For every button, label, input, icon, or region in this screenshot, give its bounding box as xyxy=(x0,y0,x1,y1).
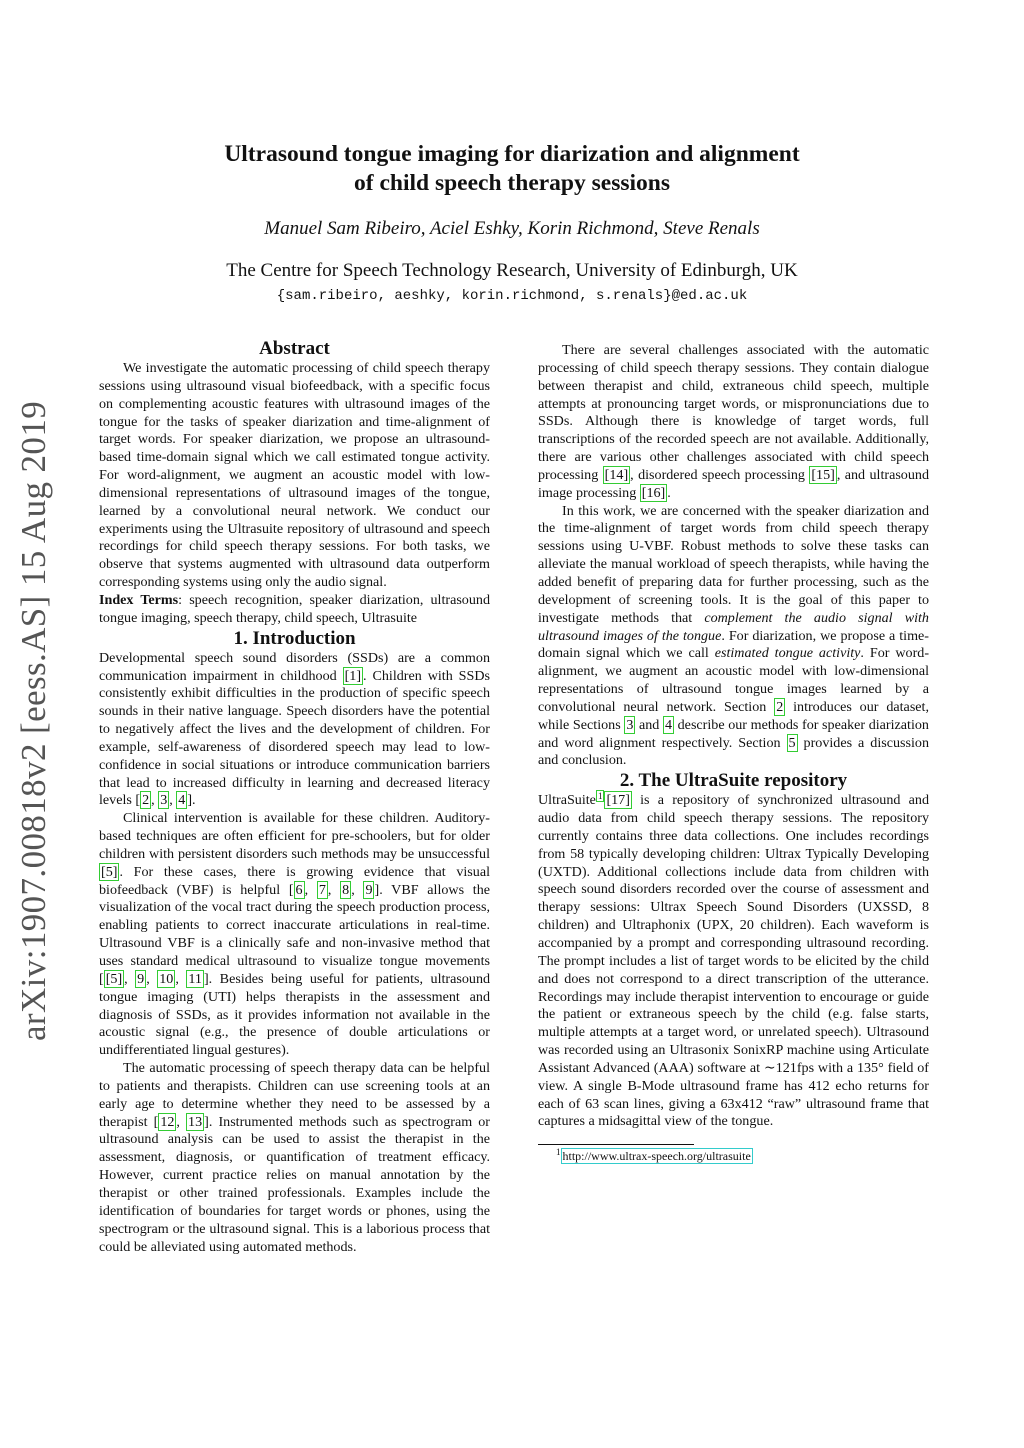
title-line-2: of child speech therapy sessions xyxy=(354,170,670,196)
footnote-link[interactable]: 1 xyxy=(597,790,603,801)
section-link[interactable]: 4 xyxy=(664,716,673,733)
citation-link[interactable]: [1] xyxy=(344,667,362,684)
footnote-divider xyxy=(538,1144,694,1145)
citation-link[interactable]: [14] xyxy=(604,466,629,483)
index-terms-text: : speech recognition, speaker diarization, ultrasound tongue imaging, speech therapy, child speech, Ultrasuite xyxy=(99,591,490,626)
abstract-body: We investigate the automatic processing of child speech therapy sessions using ultrasound visual biofeedback, with a specific focus on complementing acoustic features with ultrasound images of the tongue for the tasks of speaker diarization and time-alignment of target words. For speaker diarization, we propose an ultrasound-based time-domain signal which we call estimated tongue activity. For word-alignment, we augment an acoustic model with low-dimensional representations of ultrasound images of the tongue, learned by a convolutional neural network. We conduct our experiments using the Ultrasuite repository of ultrasound and speech recordings for child speech therapy sessions. For both tasks, we observe that systems augmented with ultrasound data outperform corresponding systems using only the audio signal. xyxy=(99,360,490,591)
ultrasuite-heading: 2. The UltraSuite repository xyxy=(619,770,848,792)
author-emails: {sam.ribeiro, aeshky, korin.richmond, s.renals}@ed.ac.uk xyxy=(276,288,748,304)
right-column xyxy=(538,342,929,1164)
footnote: $^1$ http://www.ultrax-speech.org/ultrasuite xyxy=(556,1147,751,1164)
ultrasuite-paragraph: UltraSuite $^1$ [17] is a repository of synchronized ultrasound and audio data from child speech therapy sessions. The repository currently contains three data collections. One includes recordings from 58 typically developing children: Ultrax Typically Developing (UXTD). Additional collections include data from children with speech sound disorders recorded over the course of assessment and therapy sessions: Ultrax Speech Sound Disorders (UXSSD, 8 children) and Ultraphonix (UPX, 20 children). Each waveform is accompanied by a prompt and corresponding ultrasound recording. The prompt includes a list of target words to be elicited by the child and does not correspond to a direct transcription of the utterance. Recordings may include therapist intervention to encourage or guide the patient or extraneous speech by the child (e.g. false starts, multiple attempts at a target word, or unrelated speech). Ultrasound was recorded using an Ultrasonix SonixRP machine using Articulate Assistant Advanced (AAA) software at ∼121fps with a 135° field of view. A single B-Mode ultrasound frame has 412 echo returns for each of 63 scan lines, giving a 63x412 “raw” ultrasound frame that captures a midsagittal view of the tongue. xyxy=(538,790,929,1130)
citation-link[interactable]: 7 xyxy=(318,881,326,898)
citation-link[interactable]: 4 xyxy=(178,792,186,809)
abstract-heading: Abstract xyxy=(259,338,330,359)
section-link[interactable]: 2 xyxy=(776,698,784,715)
citation-link[interactable]: 8 xyxy=(342,881,350,898)
intro-paragraph-4: There are several challenges associated with the automatic processing of child speech therapy sessions. They contain dialogue between therapist and child, extraneous child speech, multiple attempts at pronouncing target words, or mispronunciations due to SSDs. Although there is knowledge of target words, full transcriptions of the recorded speech are not available. Additionally, there are various other challenges associated with child speech processing [14] , disordered speech processing [15] , and ultrasound image processing [16] . xyxy=(538,342,929,501)
citation-link[interactable]: 10 xyxy=(159,970,174,987)
arxiv-identifier: arXiv:1907.00818v2 [eess.AS] 15 Aug 2019 xyxy=(14,400,53,1042)
index-terms-label: Index Terms xyxy=(99,591,179,608)
affiliation: The Centre for Speech Technology Research, University of Edinburgh, UK xyxy=(226,260,798,281)
citation-link[interactable]: 2 xyxy=(142,792,150,809)
intro-paragraph-1: Developmental speech sound disorders (SSDs) are a common communication impairment in childhood [1] . Children with SSDs consistently exhibit difficulties in the production of specific speech sounds in their native language. Speech disorders have the potential to negatively affect the lives and the development of children. For example, self-awareness of disordered speech may lead to low-confidence in social situations or introduce communication barriers that lead to increased difficulty in learning and decreased literacy levels [ 2 , 3 , 4 ]. xyxy=(99,649,491,809)
index-terms xyxy=(99,592,490,628)
left-column xyxy=(99,338,490,1256)
intro-paragraph-2: Clinical intervention is available for these children. Auditory-based techniques are often efficient for pre-schoolers, but for older children with persistent disorders such methods may be unsuccessful [5] . For these cases, there is growing evidence that visual biofeedback (VBF) is helpful [ 6 , 7 , 8 , 9 ]. VBF allows the visualization of the vocal tract during the speech production process, enabling patients to correct inaccurate articulations in real-time. Ultrasound VBF is a clinically safe and non-invasive method that uses standard medical ultrasound to visualize tongue movements [ [5] , 9 , 10 , 11 ]. Besides being useful for patients, ultrasound tongue imaging (UTI) helps therapists in the assessment and diagnosis of SSDs, as it provides information not available in the acoustic signal (e.g., the presence of double articulations or undifferentiated lingual gestures). xyxy=(99,810,491,1059)
intro-paragraph-5: In this work, we are concerned with the speaker diarization and the time-alignment of target words from child speech therapy sessions using U-VBF. Robust methods to solve these tasks can alleviate the manual workload of speech therapists, while having the added benefit of preparing data for further processing, such as the development of screening tools. It is the goal of this paper to investigate methods that complement the audio signal with ultrasound images of the tongue. For diarization, we propose a time-domain signal which we call estimated tongue activity. For word-alignment, we augment an acoustic model with low-dimensional representations of ultrasound tongue images learned by a convolutional neural network. Section 2 introduces our dataset, while Sections 3 and 4 describe our methods for speaker diarization and word alignment respectively. Section 5 provides a discussion and conclusion. xyxy=(538,502,930,769)
section-link[interactable]: 3 xyxy=(626,716,634,733)
introduction-heading: 1. Introduction xyxy=(233,627,356,649)
section-link[interactable]: 5 xyxy=(788,734,796,751)
title-line-1: Ultrasound tongue imaging for diarization and alignment xyxy=(224,141,800,167)
authors: Manuel Sam Ribeiro, Aciel Eshky, Korin Richmond, Steve Renals xyxy=(264,218,760,239)
citation-link[interactable]: [16] xyxy=(641,484,666,501)
citation-link[interactable]: 6 xyxy=(295,881,303,898)
ultrasuite-url-link[interactable]: http://www.ultrax-speech.org/ultrasuite xyxy=(562,1149,751,1164)
citation-link[interactable]: 13 xyxy=(188,1113,203,1130)
citation-link[interactable]: 9 xyxy=(365,881,373,898)
paper-title xyxy=(0,140,1024,198)
citation-link[interactable]: 9 xyxy=(137,970,145,987)
citation-link[interactable]: 11 xyxy=(188,970,202,987)
citation-link[interactable]: [17] xyxy=(606,792,630,809)
citation-link[interactable]: 12 xyxy=(160,1113,175,1130)
citation-link[interactable]: [15] xyxy=(811,466,835,483)
citation-link[interactable]: [5] xyxy=(101,863,118,880)
intro-paragraph-3: The automatic processing of speech therapy data can be helpful to patients and therapists. Children can use screening tools at an early age to determine whether they need to be assessed by a therapist [ 12 , 13 ]. Instrumented methods such as spectrogram or ultrasound analysis can be used to assist the therapist in the assessment, diagnosis, or quantification of treatment efficacy. However, current practice relies on manual annotation by the therapist or other trained professionals. Examples include the identification of boundaries for target words or phones, using the spectrogram or the ultrasound signal. This is a laborious process that could be alleviated using automated methods. xyxy=(99,1060,491,1255)
citation-link[interactable]: 3 xyxy=(160,792,168,809)
citation-link[interactable]: [5] xyxy=(105,970,123,987)
